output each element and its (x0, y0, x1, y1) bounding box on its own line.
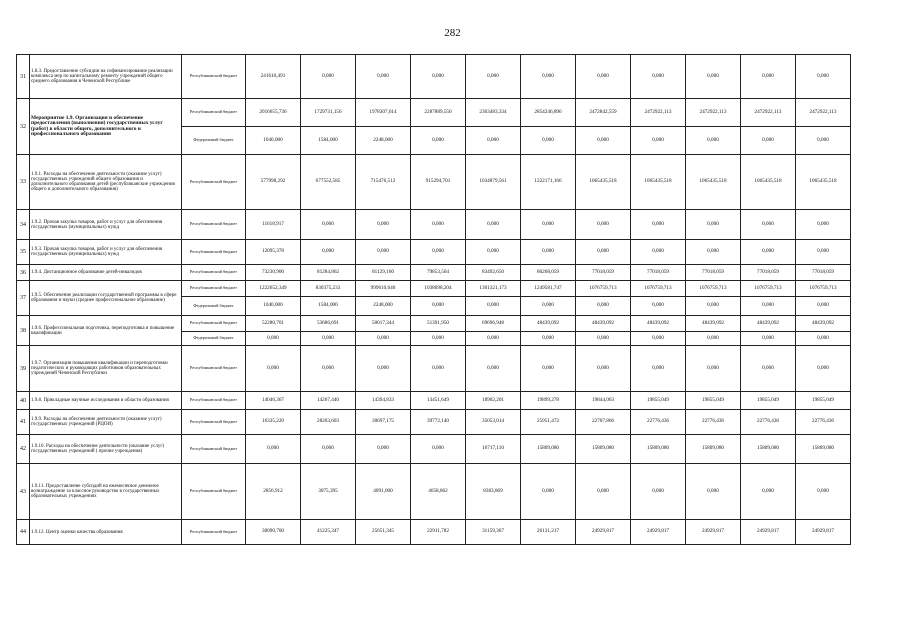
funding-value: 0,000 (741, 210, 796, 240)
funding-value: 4658,862 (411, 464, 466, 520)
funding-value: 13451,649 (411, 392, 466, 410)
funding-value: 0,000 (631, 127, 686, 155)
funding-value: 0,000 (301, 332, 356, 346)
funding-value: 1222652,349 (246, 281, 301, 297)
funding-source: Республиканский бюджет (182, 240, 246, 265)
funding-source: Республиканский бюджет (182, 155, 246, 210)
funding-value: 48439,092 (631, 316, 686, 332)
funding-value: 19855,049 (686, 392, 741, 410)
budget-table (16, 54, 851, 545)
funding-value: 1065435,518 (741, 155, 796, 210)
funding-value: 0,000 (576, 346, 631, 392)
funding-value: 19844,063 (576, 392, 631, 410)
funding-value: 22776,436 (741, 410, 796, 435)
measure-name: 1.9.10. Расходы на обеспечение деятельности (оказание услуг) государственных учреждений ( прочие учреждения) (30, 435, 182, 464)
funding-value: 73230,900 (246, 265, 301, 281)
funding-value: 24929,817 (631, 520, 686, 545)
funding-value: 0,000 (686, 332, 741, 346)
funding-value: 0,000 (741, 346, 796, 392)
funding-value: 53686,691 (301, 316, 356, 332)
funding-value: 241610,491 (246, 55, 301, 99)
funding-value: 1076759,713 (796, 281, 851, 297)
funding-source: Федеральный бюджет (182, 332, 246, 346)
funding-value: 0,000 (301, 210, 356, 240)
funding-value: 24929,817 (576, 520, 631, 545)
row-number: 37 (17, 281, 30, 316)
row-number: 43 (17, 464, 30, 520)
funding-value: 1076759,713 (576, 281, 631, 297)
funding-value: 77018,059 (686, 265, 741, 281)
funding-value: 2287889,550 (411, 99, 466, 127)
funding-value: 69696,948 (466, 316, 521, 332)
funding-value: 0,000 (301, 55, 356, 99)
funding-value: 2472922,113 (796, 99, 851, 127)
row-number: 38 (17, 316, 30, 346)
funding-value: 1065435,518 (576, 155, 631, 210)
funding-value: 0,000 (466, 297, 521, 316)
funding-value: 999610,640 (356, 281, 411, 297)
funding-value: 0,000 (741, 55, 796, 99)
funding-value: 0,000 (631, 297, 686, 316)
funding-value: 1040,000 (246, 297, 301, 316)
funding-source: Республиканский бюджет (182, 99, 246, 127)
funding-source: Республиканский бюджет (182, 316, 246, 332)
funding-value: 0,000 (466, 55, 521, 99)
funding-value: 19899,278 (521, 392, 576, 410)
table-row (17, 55, 851, 99)
funding-value: 0,000 (576, 297, 631, 316)
measure-name: 1.9.12. Центр оценки качества образования (30, 520, 182, 545)
row-number: 33 (17, 155, 30, 210)
funding-value: 0,000 (576, 127, 631, 155)
row-number: 35 (17, 240, 30, 265)
funding-value: 1076759,713 (686, 281, 741, 297)
measure-name: 1.9.2. Прочая закупка товаров, работ и услуг для обеспечения государственных (муниципальных) нужд (30, 210, 182, 240)
funding-value: 14046,367 (246, 392, 301, 410)
funding-value: 0,000 (411, 240, 466, 265)
funding-value: 1065435,518 (631, 155, 686, 210)
table-row (17, 240, 851, 265)
funding-value: 0,000 (466, 210, 521, 240)
funding-value: 15809,080 (686, 435, 741, 464)
funding-value: 915294,701 (411, 155, 466, 210)
funding-value: 0,000 (466, 127, 521, 155)
funding-value: 22911,782 (411, 520, 466, 545)
funding-value: 577998,292 (246, 155, 301, 210)
funding-value: 81129,160 (356, 265, 411, 281)
funding-value: 2016655,736 (246, 99, 301, 127)
funding-value: 0,000 (686, 127, 741, 155)
funding-value: 0,000 (521, 240, 576, 265)
funding-value: 0,000 (576, 210, 631, 240)
measure-name: 1.8.3. Предоставление субсидии на софинансирование реализации комплекса мер по капитальному ремонту учреждений общего среднего образования в Чеченской Республике (30, 55, 182, 99)
funding-value: 0,000 (521, 297, 576, 316)
measure-name: 1.9.11. Предоставление субсидий на ежемесячное денежное вознаграждение за классное руководство в государственных образовательных учреждениях (30, 464, 182, 520)
funding-source: Республиканский бюджет (182, 265, 246, 281)
funding-value: 1301321,173 (466, 281, 521, 297)
table-row (17, 99, 851, 127)
measure-name: Мероприятие 1.9. Организация и обеспечение предоставления (выполнения) государственных услуг (работ) в области общего, дополнительного и профессионального образования (30, 99, 182, 155)
funding-value: 14394,833 (356, 392, 411, 410)
table-row (17, 281, 851, 297)
funding-value: 0,000 (521, 346, 576, 392)
funding-value: 1065435,518 (686, 155, 741, 210)
funding-value: 48439,092 (686, 316, 741, 332)
funding-value: 0,000 (686, 55, 741, 99)
funding-value: 0,000 (631, 464, 686, 520)
row-number: 41 (17, 410, 30, 435)
funding-value: 25651,345 (356, 520, 411, 545)
funding-value: 1038098,204 (411, 281, 466, 297)
funding-value: 1584,000 (301, 127, 356, 155)
funding-source: Республиканский бюджет (182, 281, 246, 297)
row-number: 31 (17, 55, 30, 99)
funding-source: Республиканский бюджет (182, 520, 246, 545)
funding-value: 1065435,518 (796, 155, 851, 210)
funding-value: 14267,440 (301, 392, 356, 410)
funding-value: 16717,110 (466, 435, 521, 464)
funding-value: 52280,701 (246, 316, 301, 332)
funding-value: 1729731,156 (301, 99, 356, 127)
funding-value: 1249581,747 (521, 281, 576, 297)
funding-value: 2363483,334 (466, 99, 521, 127)
funding-value: 22776,436 (631, 410, 686, 435)
funding-value: 19855,049 (631, 392, 686, 410)
funding-value: 18902,201 (466, 392, 521, 410)
funding-value: 77018,059 (631, 265, 686, 281)
funding-value: 0,000 (796, 297, 851, 316)
table-row (17, 316, 851, 332)
page-number: 282 (444, 27, 461, 39)
funding-value: 80268,059 (521, 265, 576, 281)
funding-value: 77018,059 (576, 265, 631, 281)
funding-value: 0,000 (741, 464, 796, 520)
funding-value: 83492,650 (466, 265, 521, 281)
funding-value: 28263,603 (301, 410, 356, 435)
funding-value: 0,000 (796, 346, 851, 392)
funding-value: 4091,000 (356, 464, 411, 520)
funding-value: 0,000 (246, 332, 301, 346)
funding-value: 31159,367 (466, 520, 521, 545)
funding-value: 0,000 (356, 346, 411, 392)
funding-value: 0,000 (356, 240, 411, 265)
row-number: 36 (17, 265, 30, 281)
measure-name: 1.9.9. Расходы на обеспечение деятельности (оказание услуг) государственных учреждений (РЦОИ) (30, 410, 182, 435)
funding-source: Федеральный бюджет (182, 297, 246, 316)
funding-value: 0,000 (246, 435, 301, 464)
table-row (17, 410, 851, 435)
funding-value: 1222171,166 (521, 155, 576, 210)
funding-value: 26131,217 (521, 520, 576, 545)
funding-value: 0,000 (521, 332, 576, 346)
funding-value: 0,000 (576, 332, 631, 346)
measure-name: 1.9.7. Организация повышения квалификации и переподготовки педагогических и руководящих работников образовательных учреждений Чеченской Республики (30, 346, 182, 392)
row-number: 40 (17, 392, 30, 410)
funding-value: 2472922,113 (631, 99, 686, 127)
funding-value: 0,000 (576, 464, 631, 520)
funding-value: 15809,080 (576, 435, 631, 464)
funding-value: 0,000 (521, 55, 576, 99)
funding-value: 0,000 (356, 55, 411, 99)
funding-value: 24929,817 (741, 520, 796, 545)
funding-value: 3075,395 (301, 464, 356, 520)
funding-source: Республиканский бюджет (182, 210, 246, 240)
funding-value: 24929,817 (686, 520, 741, 545)
funding-value: 0,000 (796, 332, 851, 346)
funding-value: 81284,862 (301, 265, 356, 281)
funding-source: Республиканский бюджет (182, 346, 246, 392)
funding-value: 1584,000 (301, 297, 356, 316)
funding-value: 0,000 (741, 127, 796, 155)
funding-value: 0,000 (356, 435, 411, 464)
row-number: 44 (17, 520, 30, 545)
funding-source: Республиканский бюджет (182, 55, 246, 99)
funding-value: 0,000 (356, 210, 411, 240)
funding-value: 0,000 (466, 346, 521, 392)
funding-value: 15809,080 (741, 435, 796, 464)
funding-value: 2248,000 (356, 127, 411, 155)
table-row (17, 464, 851, 520)
funding-value: 1076759,713 (741, 281, 796, 297)
funding-value: 79853,504 (411, 265, 466, 281)
funding-value: 0,000 (741, 297, 796, 316)
measure-name: 1.9.8. Прикладные научные исследования в области образования (30, 392, 182, 410)
table-row (17, 265, 851, 281)
funding-value: 2472922,113 (686, 99, 741, 127)
funding-value: 0,000 (576, 55, 631, 99)
funding-value: 0,000 (246, 346, 301, 392)
table-row (17, 155, 851, 210)
funding-value: 0,000 (411, 55, 466, 99)
table-row (17, 210, 851, 240)
funding-value: 77018,059 (741, 265, 796, 281)
funding-value: 0,000 (356, 332, 411, 346)
funding-value: 0,000 (631, 55, 686, 99)
table-row (17, 346, 851, 392)
funding-value: 0,000 (301, 240, 356, 265)
measure-name: 1.9.3. Прочая закупка товаров, работ и услуг для обеспечения государственных (муниципальных) нужд (30, 240, 182, 265)
funding-value: 1034879,561 (466, 155, 521, 210)
funding-value: 0,000 (741, 240, 796, 265)
funding-value: 0,000 (686, 464, 741, 520)
funding-value: 1076759,713 (631, 281, 686, 297)
funding-value: 48439,092 (576, 316, 631, 332)
funding-value: 0,000 (576, 240, 631, 265)
funding-value: 715476,512 (356, 155, 411, 210)
funding-value: 0,000 (631, 240, 686, 265)
table-row (17, 435, 851, 464)
funding-value: 25951,472 (521, 410, 576, 435)
funding-value: 48439,092 (796, 316, 851, 332)
funding-value: 0,000 (466, 240, 521, 265)
funding-value: 0,000 (796, 127, 851, 155)
measure-name: 1.9.6. Профессиональная подготовка, переподготовка и повышение квалификации (30, 316, 182, 346)
funding-value: 2472842,559 (576, 99, 631, 127)
funding-value: 830375,233 (301, 281, 356, 297)
funding-value: 0,000 (796, 464, 851, 520)
funding-value: 0,000 (796, 55, 851, 99)
row-number: 32 (17, 99, 30, 155)
funding-value: 2248,000 (356, 297, 411, 316)
funding-value: 19855,049 (741, 392, 796, 410)
funding-value: 77018,059 (796, 265, 851, 281)
funding-value: 51391,950 (411, 316, 466, 332)
measure-name: 1.9.1. Расходы на обеспечение деятельности (оказание услуг) государственных учреждений общего образования и дополнительного образования детей (республиканские учреждения общего и дополнительного образования) (30, 155, 182, 210)
row-number: 39 (17, 346, 30, 392)
funding-value: 0,000 (411, 332, 466, 346)
funding-value: 0,000 (466, 332, 521, 346)
funding-value: 24929,817 (796, 520, 851, 545)
funding-value: 15809,080 (631, 435, 686, 464)
funding-value: 30090,700 (246, 520, 301, 545)
funding-value: 0,000 (686, 346, 741, 392)
funding-value: 0,000 (411, 127, 466, 155)
funding-value: 1978307,014 (356, 99, 411, 127)
funding-value: 12095,378 (246, 240, 301, 265)
funding-value: 15809,080 (796, 435, 851, 464)
measure-name: 1.9.5. Обеспечение реализации государственной программы в сфере образования и науки (среднее профессиональное образование) (30, 281, 182, 316)
funding-value: 39772,140 (411, 410, 466, 435)
table-row (17, 392, 851, 410)
funding-value: 19855,049 (796, 392, 851, 410)
funding-value: 0,000 (411, 297, 466, 316)
funding-value: 48439,092 (741, 316, 796, 332)
funding-value: 0,000 (411, 210, 466, 240)
funding-value: 0,000 (521, 210, 576, 240)
funding-value: 22776,436 (796, 410, 851, 435)
funding-value: 0,000 (521, 464, 576, 520)
funding-value: 22776,436 (686, 410, 741, 435)
funding-value: 0,000 (631, 332, 686, 346)
table-row (17, 520, 851, 545)
row-number: 42 (17, 435, 30, 464)
funding-value: 0,000 (741, 332, 796, 346)
funding-value: 0,000 (411, 435, 466, 464)
funding-value: 41225,347 (301, 520, 356, 545)
funding-value: 2856,912 (246, 464, 301, 520)
funding-value: 0,000 (301, 346, 356, 392)
funding-source: Республиканский бюджет (182, 464, 246, 520)
funding-value: 1040,000 (246, 127, 301, 155)
funding-source: Республиканский бюджет (182, 392, 246, 410)
row-number: 34 (17, 210, 30, 240)
funding-value: 0,000 (631, 210, 686, 240)
funding-value: 2854246,896 (521, 99, 576, 127)
funding-source: Республиканский бюджет (182, 435, 246, 464)
funding-source: Федеральный бюджет (182, 127, 246, 155)
funding-value: 0,000 (411, 346, 466, 392)
funding-value: 0,000 (521, 127, 576, 155)
funding-value: 2472922,113 (741, 99, 796, 127)
funding-value: 15809,080 (521, 435, 576, 464)
funding-value: 48439,092 (521, 316, 576, 332)
funding-value: 22707,866 (576, 410, 631, 435)
funding-value: 0,000 (686, 240, 741, 265)
funding-value: 0,000 (631, 346, 686, 392)
funding-value: 0,000 (301, 435, 356, 464)
funding-source: Республиканский бюджет (182, 410, 246, 435)
funding-value: 16335,220 (246, 410, 301, 435)
funding-value: 30697,175 (356, 410, 411, 435)
funding-value: 0,000 (686, 297, 741, 316)
funding-value: 11618,917 (246, 210, 301, 240)
funding-value: 0,000 (686, 210, 741, 240)
measure-name: 1.9.4. Дистанционное образование детей-инвалидов (30, 265, 182, 281)
funding-value: 8383,869 (466, 464, 521, 520)
funding-value: 677552,585 (301, 155, 356, 210)
funding-value: 35053,014 (466, 410, 521, 435)
funding-value: 0,000 (796, 210, 851, 240)
funding-value: 0,000 (796, 240, 851, 265)
funding-value: 50017,344 (356, 316, 411, 332)
